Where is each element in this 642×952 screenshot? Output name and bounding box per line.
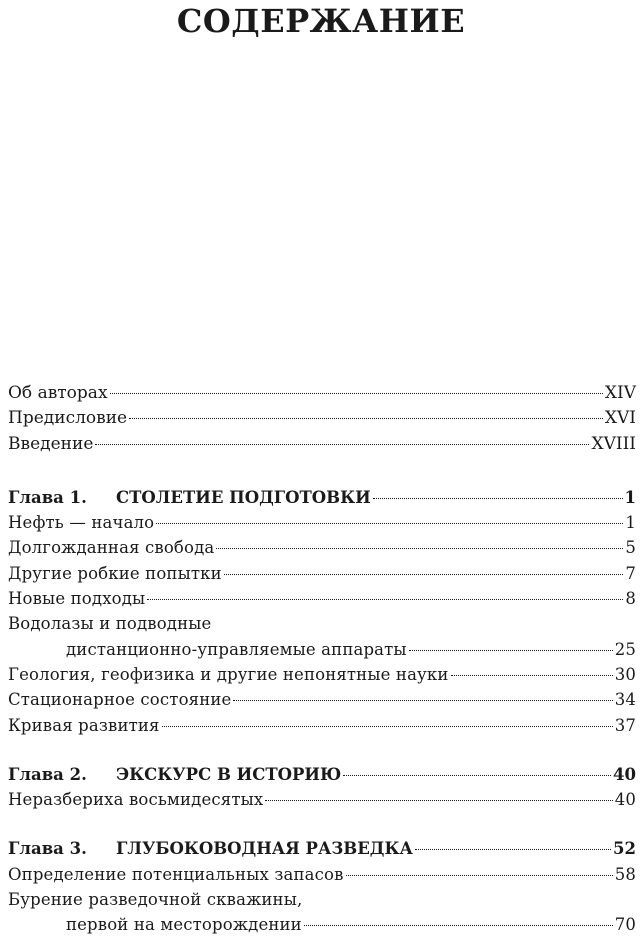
toc-entry-text: Предисловие bbox=[8, 408, 128, 429]
toc-entry[interactable] bbox=[8, 535, 636, 560]
dot-leader bbox=[265, 800, 612, 801]
toc-entry-multiline[interactable] bbox=[8, 887, 636, 938]
page-title: СОДЕРЖАНИЕ bbox=[176, 2, 466, 40]
toc-entry-text: Кривая развития bbox=[8, 715, 160, 735]
toc-page-number: 7 bbox=[625, 563, 636, 583]
toc-entry-text: Геология, геофизика и другие непонятные науки bbox=[8, 664, 449, 684]
table-of-contents bbox=[8, 381, 636, 938]
dot-leader bbox=[129, 418, 603, 419]
dot-leader bbox=[409, 650, 613, 651]
dot-leader bbox=[346, 875, 613, 876]
toc-entry[interactable] bbox=[8, 662, 636, 687]
chapter-number: Глава 3. bbox=[8, 839, 87, 859]
toc-entry[interactable] bbox=[8, 862, 636, 887]
toc-entry-text: Нефть — начало bbox=[8, 513, 155, 533]
toc-page-number: 52 bbox=[613, 839, 636, 859]
chapter-title: СТОЛЕТИЕ ПОДГОТОВКИ bbox=[116, 487, 371, 507]
chapter-number: Глава 1. bbox=[8, 487, 87, 507]
toc-entry-text: Стационарное состояние bbox=[8, 690, 232, 710]
toc-entry[interactable] bbox=[8, 586, 636, 611]
dot-leader bbox=[304, 925, 613, 926]
toc-entry-multiline[interactable] bbox=[8, 611, 636, 662]
toc-entry-text: Бурение разведочной скважины, bbox=[8, 890, 303, 910]
toc-page-number: 58 bbox=[614, 864, 636, 884]
toc-entry-text: дистанционно-управляемые аппараты bbox=[66, 639, 407, 659]
dot-leader bbox=[162, 726, 613, 727]
toc-entry-text: Новые подходы bbox=[8, 589, 146, 609]
toc-page-number: 1 bbox=[624, 487, 636, 507]
toc-entry-text: Долгожданная свобода bbox=[8, 538, 215, 558]
chapter-number: Глава 2. bbox=[8, 764, 87, 784]
toc-entry-text: Определение потенциальных запасов bbox=[8, 864, 344, 884]
toc-chapter-3[interactable] bbox=[8, 836, 636, 861]
dot-leader bbox=[216, 548, 623, 549]
toc-entry-about-authors[interactable] bbox=[8, 381, 636, 406]
toc-entry[interactable] bbox=[8, 561, 636, 586]
toc-page-number: 8 bbox=[625, 589, 636, 609]
toc-page-number: 70 bbox=[614, 915, 636, 935]
dot-leader bbox=[415, 849, 611, 850]
toc-page-number: 34 bbox=[614, 690, 636, 710]
toc-entry-text: Введение bbox=[8, 433, 94, 454]
toc-page-number: 5 bbox=[625, 538, 636, 558]
toc-entry-text: Неразбериха восьмидесятых bbox=[8, 790, 264, 810]
toc-entry-text: Об авторах bbox=[8, 383, 108, 403]
toc-page-number: 25 bbox=[614, 639, 636, 659]
dot-leader bbox=[147, 599, 623, 600]
toc-entry-text: Водолазы и подводные bbox=[8, 614, 212, 634]
toc-entry-preface[interactable] bbox=[8, 406, 636, 431]
dot-leader bbox=[233, 700, 612, 701]
dot-leader bbox=[451, 675, 613, 676]
toc-entry[interactable] bbox=[8, 510, 636, 535]
toc-page-number: 1 bbox=[625, 513, 636, 533]
chapter-title: ЭКСКУРС В ИСТОРИЮ bbox=[116, 764, 342, 784]
dot-leader bbox=[95, 444, 589, 445]
toc-entry[interactable] bbox=[8, 787, 636, 812]
toc-page-number: 30 bbox=[614, 664, 636, 684]
toc-page-number: XIV bbox=[604, 383, 636, 403]
toc-page-number: 37 bbox=[614, 715, 636, 735]
toc-entry[interactable] bbox=[8, 687, 636, 712]
toc-entry-text: Другие робкие попытки bbox=[8, 563, 222, 583]
dot-leader bbox=[224, 574, 624, 575]
toc-page-number: 40 bbox=[613, 764, 636, 784]
toc-entry-text: первой на месторождении bbox=[66, 915, 302, 935]
dot-leader bbox=[110, 393, 603, 394]
dot-leader bbox=[343, 775, 611, 776]
dot-leader bbox=[373, 498, 623, 499]
toc-chapter-1[interactable] bbox=[8, 485, 636, 510]
toc-entry[interactable] bbox=[8, 713, 636, 738]
toc-chapter-2[interactable] bbox=[8, 762, 636, 787]
chapter-title: ГЛУБОКОВОДНАЯ РАЗВЕДКА bbox=[116, 839, 413, 859]
toc-page-number: XVIII bbox=[591, 433, 636, 454]
toc-entry-introduction[interactable] bbox=[8, 432, 636, 457]
toc-page-number: 40 bbox=[614, 790, 636, 810]
toc-page-number: XVI bbox=[604, 408, 636, 429]
dot-leader bbox=[156, 523, 623, 524]
